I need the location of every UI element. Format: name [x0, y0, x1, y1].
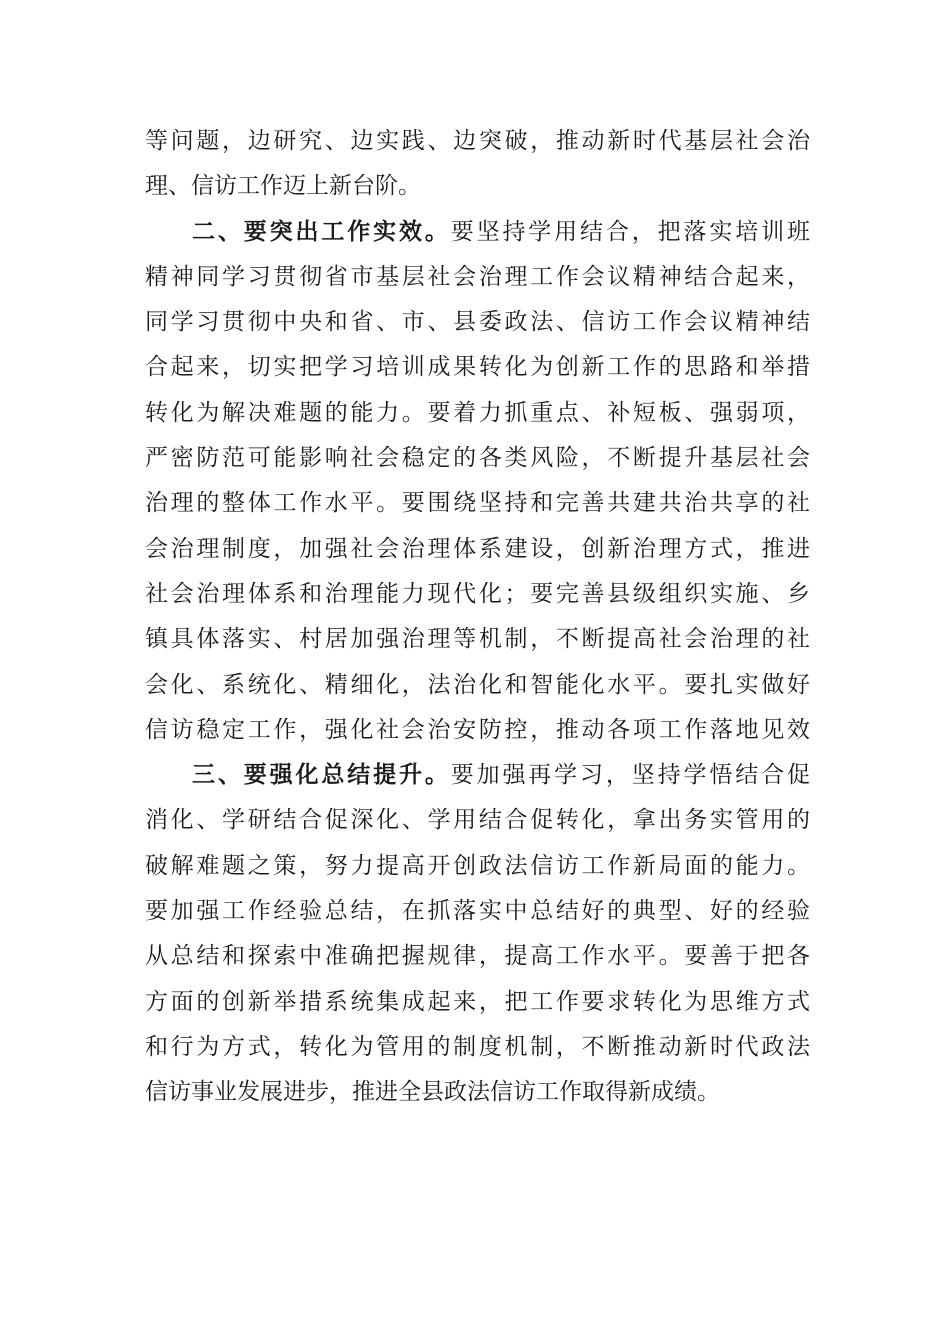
- paragraph-line: 精神同学习贯彻省市基层社会治理工作会议精神结合起来，: [145, 263, 810, 290]
- section-heading-line: [145, 753, 810, 798]
- paragraph-line: 从总结和探索中准确把握规律，提高工作水平。要善于把各: [145, 943, 810, 970]
- paragraph-line: 信访稳定工作，强化社会治安防控，推动各项工作落地见效: [145, 716, 810, 743]
- paragraph-line: 转化为解决难题的能力。要着力抓重点、补短板、强弱项，: [145, 399, 810, 426]
- paragraph-line: 镇具体落实、村居加强治理等机制，不断提高社会治理的社: [145, 626, 810, 653]
- section-heading: 二、要突出工作实效。: [192, 218, 451, 245]
- paragraph-line: 信访事业发展进步，推进全县政法信访工作取得新成绩。: [145, 1079, 720, 1106]
- paragraph-line: 要加强工作经验总结，在抓落实中总结好的典型、好的经验: [145, 898, 810, 925]
- paragraph-line: 理、信访工作迈上新台阶。: [145, 173, 421, 200]
- paragraph-line: 会化、系统化、精细化，法治化和智能化水平。要扎实做好: [145, 671, 810, 698]
- paragraph-line: 合起来，切实把学习培训成果转化为创新工作的思路和举措: [145, 354, 810, 381]
- document-body: [145, 119, 810, 1116]
- section-heading: 三、要强化总结提升。: [192, 762, 451, 789]
- section-heading-line: [145, 210, 810, 255]
- paragraph-line: 等问题，边研究、边实践、边突破，推动新时代基层社会治: [145, 128, 810, 154]
- paragraph-line: 方面的创新举措系统集成起来，把工作要求转化为思维方式: [145, 988, 810, 1015]
- paragraph-line: 破解难题之策，努力提高开创政法信访工作新局面的能力。: [145, 852, 810, 879]
- paragraph-text: 要加强再学习，坚持学悟结合促: [450, 762, 811, 789]
- paragraph-line: 消化、学研结合促深化、学用结合促转化，拿出务实管用的: [145, 807, 810, 834]
- paragraph-line: 同学习贯彻中央和省、市、县委政法、信访工作会议精神结: [145, 309, 810, 336]
- paragraph-line: 社会治理体系和治理能力现代化；要完善县级组织实施、乡: [145, 580, 810, 607]
- paragraph-text: 要坚持学用结合，把落实培训班: [450, 218, 811, 245]
- paragraph-line: 严密防范可能影响社会稳定的各类风险，不断提升基层社会: [145, 445, 810, 472]
- paragraph-line: 治理的整体工作水平。要围绕坚持和完善共建共治共享的社: [145, 490, 810, 517]
- paragraph-line: 和行为方式，转化为管用的制度机制，不断推动新时代政法: [145, 1033, 810, 1060]
- paragraph-line: 会治理制度，加强社会治理体系建设，创新治理方式，推进: [145, 535, 810, 562]
